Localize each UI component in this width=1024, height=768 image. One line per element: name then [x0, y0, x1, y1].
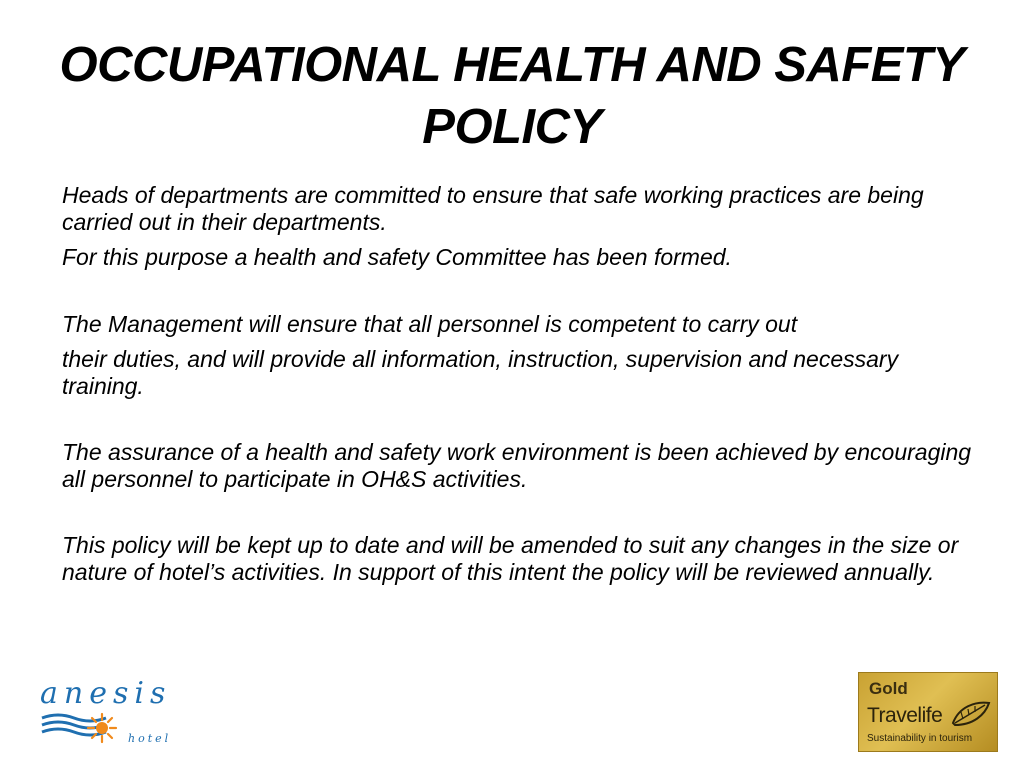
- paragraph-review: This policy will be kept up to date and will be amended to suit any changes in the size or nature of hotel’s activities. In support of this intent the policy will be reviewed annually.: [62, 532, 959, 585]
- slide-title: [40, 34, 984, 158]
- leaf-icon: [951, 701, 991, 727]
- anesis-wordmark: anesis: [40, 676, 172, 711]
- title-line-2: POLICY: [422, 100, 602, 154]
- travelife-gold-badge: [858, 672, 998, 752]
- paragraph-heads-of-departments: Heads of departments are committed to ensure that safe working practices are being carried out in their departments.: [62, 182, 924, 235]
- title-line-1: OCCUPATIONAL HEALTH AND SAFETY: [59, 38, 965, 92]
- paragraph-assurance: The assurance of a health and safety work environment is been achieved by encouraging all personnel to participate in OH&S activities.: [62, 439, 972, 492]
- paragraph-management-line2: their duties, and will provide all information, instruction, supervision and necessary training.: [62, 346, 899, 399]
- paragraph-committee: For this purpose a health and safety Committee has been formed.: [62, 244, 732, 270]
- travelife-level: Gold: [869, 679, 908, 698]
- paragraph-management-line1: The Management will ensure that all personnel is competent to carry out: [62, 311, 798, 337]
- policy-body: [62, 182, 982, 586]
- travelife-tagline: Sustainability in tourism: [867, 733, 973, 744]
- anesis-subtitle: hotel: [128, 732, 172, 745]
- travelife-name: Travelife: [867, 704, 943, 727]
- anesis-hotel-logo: [40, 676, 172, 748]
